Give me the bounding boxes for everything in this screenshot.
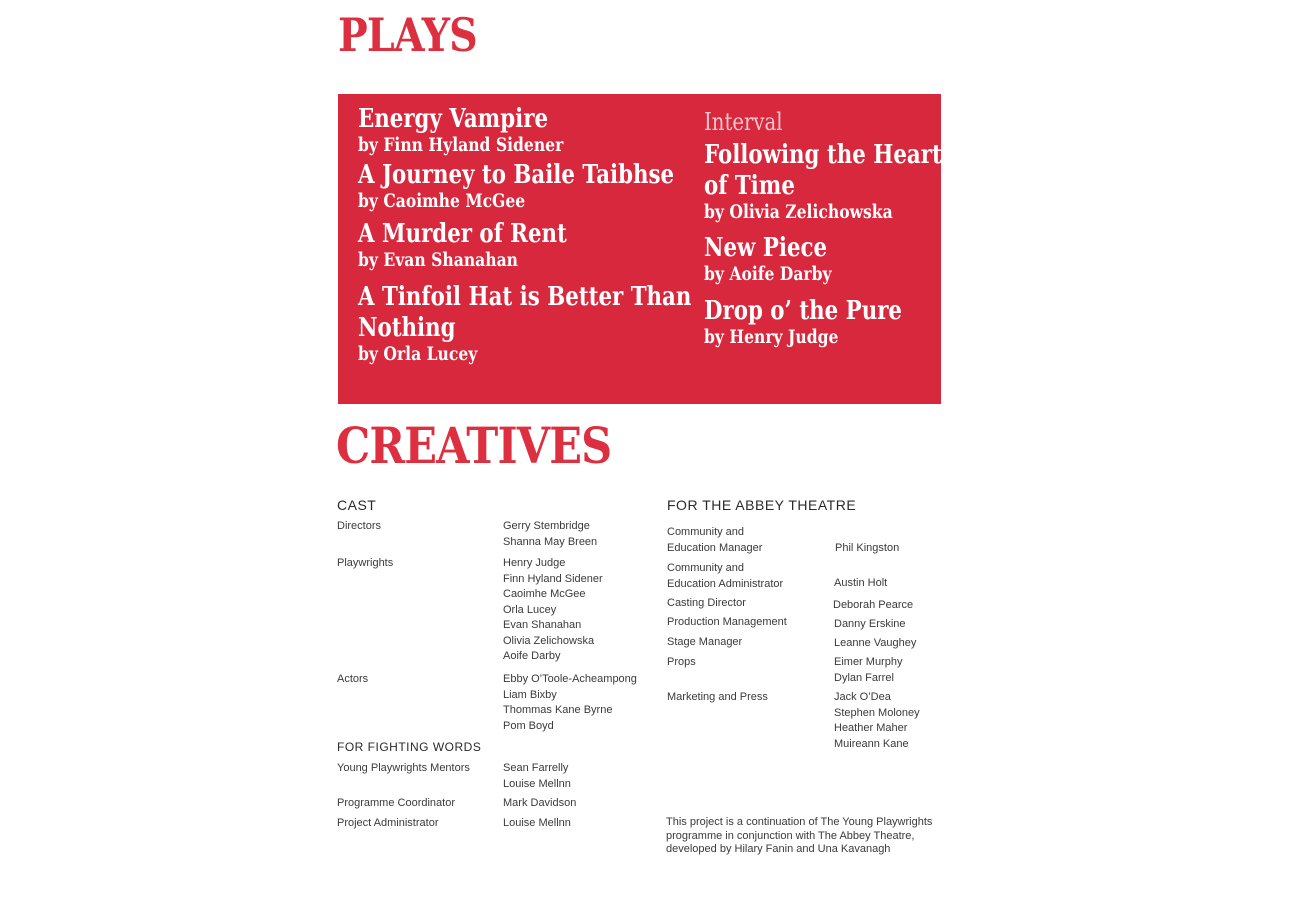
plays-heading: PLAYS (338, 8, 477, 62)
play-title-continued: Nothing (358, 313, 456, 343)
play-author: by Finn Hyland Sidener (358, 134, 564, 156)
play-title: A Tinfoil Hat is Better Than (358, 282, 692, 312)
play-item (358, 104, 698, 156)
credit-name: Louise Mellnn (503, 817, 571, 829)
credit-role: Programme Coordinator (337, 797, 455, 809)
plays-panel (338, 94, 941, 404)
credit-name: Sean Farrelly (503, 762, 569, 774)
credit-names (503, 796, 673, 812)
play-author: by Aoife Darby (704, 263, 832, 285)
interval-label: Interval (704, 108, 783, 136)
credit-role (667, 655, 832, 671)
credit-name: Ebby O’Toole-Acheampong (503, 673, 637, 685)
play-author: by Caoimhe McGee (358, 190, 526, 212)
credit-role-line: Education Manager (667, 541, 763, 554)
credit-role: Actors (337, 673, 369, 685)
credit-name: Muireann Kane (834, 737, 909, 750)
play-item (704, 140, 944, 223)
credit-name: Aoife Darby (503, 650, 561, 662)
play-item (358, 219, 698, 271)
credit-role: Directors (337, 520, 382, 532)
credit-role: Project Administrator (337, 817, 439, 829)
credit-name: Austin Holt (834, 577, 888, 589)
credit-name: Gerry Stembridge (503, 520, 590, 532)
credit-names (503, 816, 673, 832)
project-note: This project is a continuation of The Young Playwrights programme in conjunction with The Abbey Theatre, developed by Hilary Fanin and Una Kavanagh (666, 816, 933, 855)
credit-role (667, 596, 832, 612)
play-title-continued: of Time (704, 171, 795, 201)
play-item (704, 296, 944, 348)
credit-name: Olivia Zelichowska (503, 634, 595, 647)
credit-names (835, 541, 955, 557)
credit-role-line: Community and (667, 562, 745, 574)
credit-name: Dylan Farrel (834, 671, 894, 684)
play-author: by Henry Judge (704, 326, 839, 348)
credit-role-line: Marketing and Press (667, 691, 768, 703)
creatives-heading: CREATIVES (336, 416, 612, 475)
credit-role (667, 690, 832, 706)
credit-role-line: Production Management (667, 616, 787, 628)
play-author: by Orla Lucey (358, 343, 478, 365)
play-title: New Piece (704, 233, 828, 263)
credit-role-line: Community and (667, 526, 745, 538)
credit-name: Mark Davidson (503, 797, 577, 809)
credit-name: Danny Erskine (834, 618, 906, 630)
credit-names (833, 598, 953, 614)
credit-role (667, 615, 832, 631)
credit-name: Deborah Pearce (833, 599, 914, 611)
credit-role: Playwrights (337, 557, 394, 569)
credit-role: Young Playwrights Mentors (337, 762, 470, 774)
credit-role (667, 635, 832, 651)
play-item (358, 160, 698, 212)
play-title: Drop o’ the Pure (704, 296, 903, 326)
credit-role-line: Props (667, 656, 696, 668)
credit-names (834, 617, 954, 633)
credit-name: Eimer Murphy (834, 656, 903, 668)
credit-name: Stephen Moloney (834, 706, 920, 719)
credit-role (667, 561, 832, 592)
credit-role-line: Casting Director (667, 597, 746, 609)
play-title: Energy Vampire (358, 104, 549, 134)
credit-name: Phil Kingston (835, 542, 900, 554)
credit-name: Heather Maher (834, 722, 908, 734)
play-item (358, 282, 698, 365)
plays-column-left (358, 104, 698, 365)
credit-names (834, 636, 954, 652)
credit-name: Pom Boyd (503, 719, 554, 732)
play-author: by Evan Shanahan (358, 249, 519, 271)
credit-name: Louise Mellnn (503, 777, 571, 790)
play-author: by Olivia Zelichowska (704, 201, 893, 223)
play-title: Following the Heart (704, 140, 942, 170)
fighting-words-heading: FOR FIGHTING WORDS (337, 740, 482, 754)
credit-name: Leanne Vaughey (834, 637, 917, 649)
credit-name: Henry Judge (503, 557, 566, 569)
abbey-theatre-heading: FOR THE ABBEY THEATRE (667, 497, 857, 513)
credit-name: Shanna May Breen (503, 535, 598, 548)
credit-name: Jack O’Dea (834, 691, 891, 703)
credit-name: Caoimhe McGee (503, 588, 586, 600)
play-title: A Journey to Baile Taibhse (358, 160, 675, 190)
credit-names (503, 761, 673, 792)
play-item (704, 233, 944, 285)
plays-column-right (704, 108, 944, 348)
play-title: A Murder of Rent (358, 219, 567, 249)
credit-name: Thommas Kane Byrne (503, 704, 613, 716)
credit-names (834, 690, 954, 752)
credit-names (834, 655, 954, 686)
credit-names (503, 519, 673, 550)
credit-name: Finn Hyland Sidener (503, 572, 603, 585)
credit-role-line: Education Administrator (667, 577, 784, 590)
credit-names (834, 576, 954, 592)
credit-role-line: Stage Manager (667, 636, 743, 648)
credit-names (503, 556, 673, 665)
credit-names (503, 672, 673, 734)
credit-name: Orla Lucey (503, 603, 557, 616)
credit-role (667, 525, 832, 556)
credit-name: Liam Bixby (503, 688, 557, 701)
credit-name: Evan Shanahan (503, 619, 582, 631)
cast-heading: CAST (337, 497, 377, 513)
